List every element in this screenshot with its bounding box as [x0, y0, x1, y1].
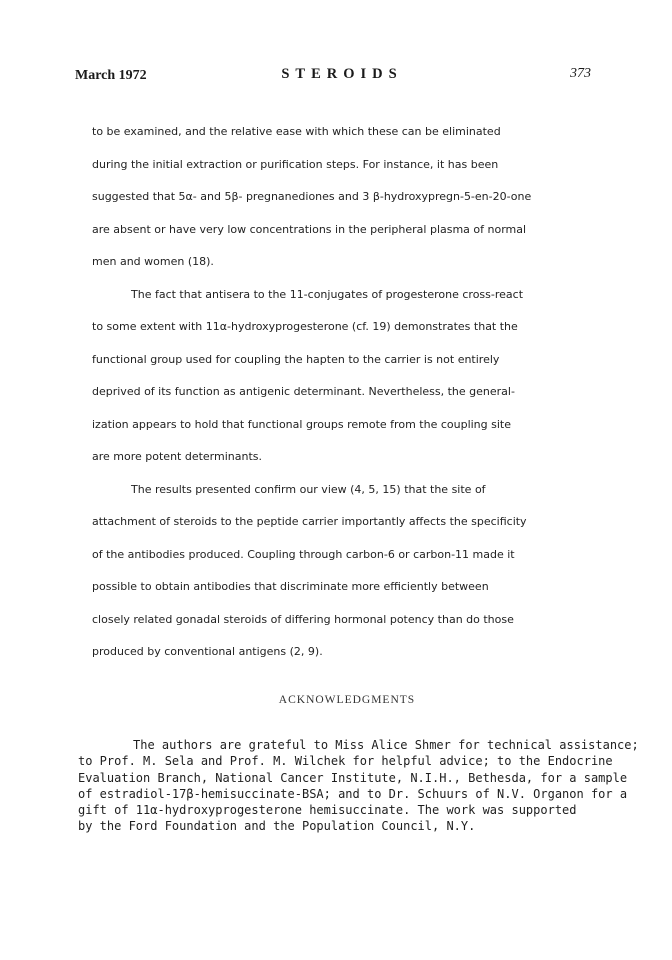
acknowledgments-line: of estradiol-17β-hemisuccinate-BSA; and to Dr. Schuurs of N.V. Organon for a	[78, 786, 628, 801]
acknowledgments-line: The authors are grateful to Miss Alice Shmer for technical assistance;	[133, 738, 639, 752]
body-line: during the initial extraction or purification steps. For instance, it has been	[92, 157, 499, 171]
body-text	[92, 116, 612, 669]
body-line: possible to obtain antibodies that discriminate more efficiently between	[92, 580, 489, 593]
body-line: functional group used for coupling the hapten to the carrier is not entirely	[92, 352, 500, 366]
body-line: to be examined, and the relative ease with which these can be eliminated	[92, 125, 501, 138]
body-line: of the antibodies produced. Coupling through carbon-6 or carbon-11 made it	[92, 547, 515, 561]
body-line: The results presented confirm our view (4, 5, 15) that the site of	[131, 482, 486, 496]
body-line: ization appears to hold that functional groups remote from the coupling site	[92, 417, 511, 431]
body-line: suggested that 5α- and 5β- pregnanediones and 3 β-hydroxypregn-5-en-20-one	[92, 190, 532, 203]
acknowledgments-text	[78, 737, 638, 835]
page-number: 373	[570, 66, 591, 81]
acknowledgments-line: to Prof. M. Sela and Prof. M. Wilchek for helpful advice; to the Endocrine	[78, 754, 613, 769]
journal-title: STEROIDS	[281, 66, 403, 82]
body-line: closely related gonadal steroids of differing hormonal potency than do those	[92, 612, 514, 626]
header-date: March 1972	[75, 68, 147, 83]
body-line: deprived of its function as antigenic determinant. Nevertheless, the general-	[92, 385, 515, 398]
body-line: to some extent with 11α-hydroxyprogesterone (cf. 19) demonstrates that the	[92, 320, 518, 333]
acknowledgments-line: gift of 11α-hydroxyprogesterone hemisuccinate. The work was supported	[78, 803, 577, 818]
body-line: are absent or have very low concentrations in the peripheral plasma of normal	[92, 222, 527, 236]
body-line: The fact that antisera to the 11-conjugates of progesterone cross-react	[131, 287, 524, 301]
body-line: produced by conventional antigens (2, 9).	[92, 645, 323, 658]
body-line: attachment of steroids to the peptide carrier importantly affects the specificity	[92, 515, 527, 528]
acknowledgments-line: by the Ford Foundation and the Population Council, N.Y.	[78, 819, 476, 834]
body-line: are more potent determinants.	[92, 450, 263, 463]
body-line: men and women (18).	[92, 255, 214, 268]
acknowledgments-line: Evaluation Branch, National Cancer Institute, N.I.H., Bethesda, for a sample	[78, 770, 628, 785]
acknowledgments-heading: ACKNOWLEDGMENTS	[278, 694, 416, 706]
